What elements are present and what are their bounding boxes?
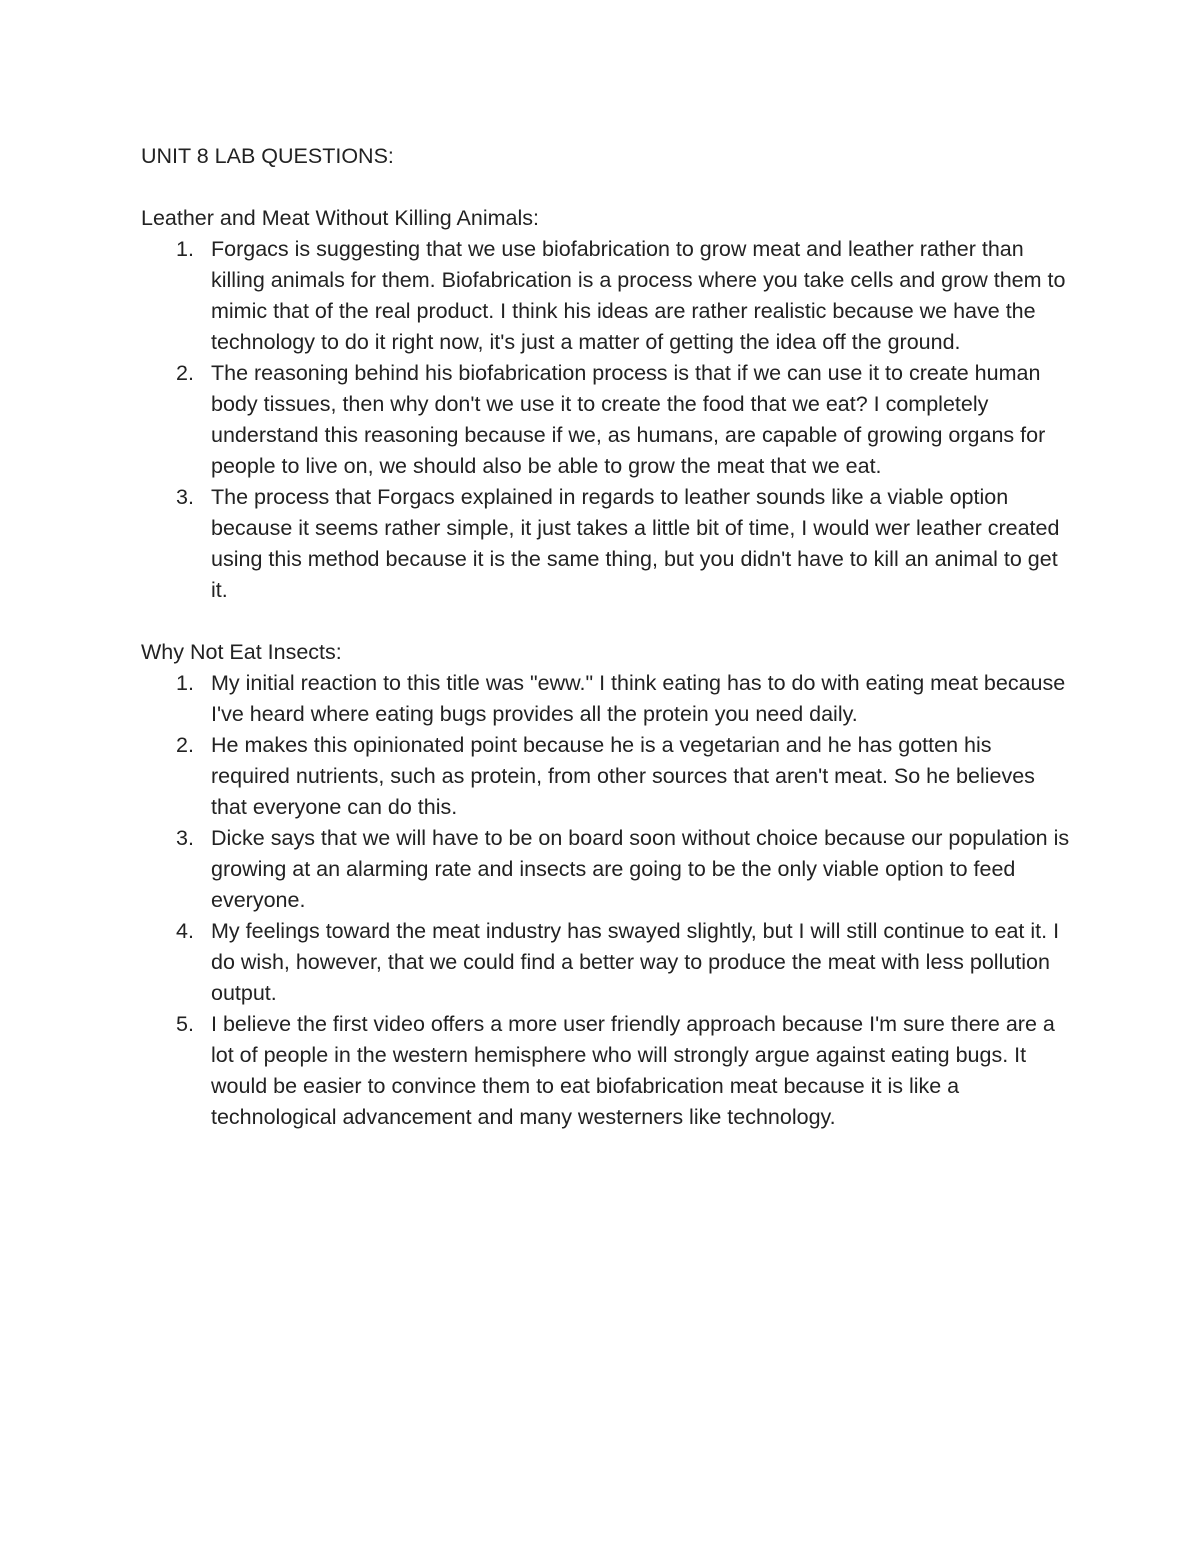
list-number: 3. [176,485,194,509]
list-item [141,358,1071,482]
list-item [141,668,1071,730]
blank-line [141,172,1071,203]
list-number: 1. [176,671,194,695]
section-heading: Leather and Meat Without Killing Animals: [141,206,539,230]
list-number: 2. [176,733,194,757]
document-title: UNIT 8 LAB QUESTIONS: [141,144,394,168]
list-item [141,482,1071,606]
answer-list [141,234,1071,606]
answer-list [141,668,1071,1133]
list-item-text: I believe the first video offers a more user friendly approach because I'm sure there are a lot of people in the western hemisphere who will strongly argue against eating bugs. It would be easier to convince them to eat biofabrication meat because it is like a technological advancement and many westerners like technology. [211,1012,1055,1129]
list-item-text: My initial reaction to this title was "eww." I think eating has to do with eating meat because I've heard where eating bugs provides all the protein you need daily. [211,671,1066,726]
list-number: 2. [176,361,194,385]
section-why-not-eat-insects [141,637,1071,1133]
section-leather-and-meat [141,203,1071,606]
blank-line [141,606,1071,637]
list-item [141,916,1071,1009]
list-number: 5. [176,1012,194,1036]
list-number: 3. [176,826,194,850]
list-number: 4. [176,919,194,943]
list-item [141,234,1071,358]
list-number: 1. [176,237,194,261]
list-item-text: The process that Forgacs explained in regards to leather sounds like a viable option because it seems rather simple, it just takes a little bit of time, I would wer leather created using this method because it is the same thing, but you didn't have to kill an animal to get it. [211,485,1060,602]
list-item-text: My feelings toward the meat industry has swayed slightly, but I will still continue to eat it. I do wish, however, that we could find a better way to produce the meat with less pollution output. [211,919,1060,1005]
document-page [141,141,1071,1133]
list-item-text: Dicke says that we will have to be on board soon without choice because our population is growing at an alarming rate and insects are going to be the only viable option to feed everyone. [211,826,1070,912]
section-heading: Why Not Eat Insects: [141,640,342,664]
list-item-text: The reasoning behind his biofabrication process is that if we can use it to create human body tissues, then why don't we use it to create the food that we eat? I completely understand this reasoning because if we, as humans, are capable of growing organs for people to live on, we should also be able to grow the meat that we eat. [211,361,1046,478]
list-item-text: Forgacs is suggesting that we use biofabrication to grow meat and leather rather than killing animals for them. Biofabrication is a process where you take cells and grow them to mimic that of the real product. I think his ideas are rather realistic because we have the technology to do it right now, it's just a matter of getting the idea off the ground. [211,237,1066,354]
list-item [141,1009,1071,1133]
list-item [141,823,1071,916]
list-item [141,730,1071,823]
list-item-text: He makes this opinionated point because he is a vegetarian and he has gotten his required nutrients, such as protein, from other sources that aren't meat. So he believes that everyone can do this. [211,733,1035,819]
